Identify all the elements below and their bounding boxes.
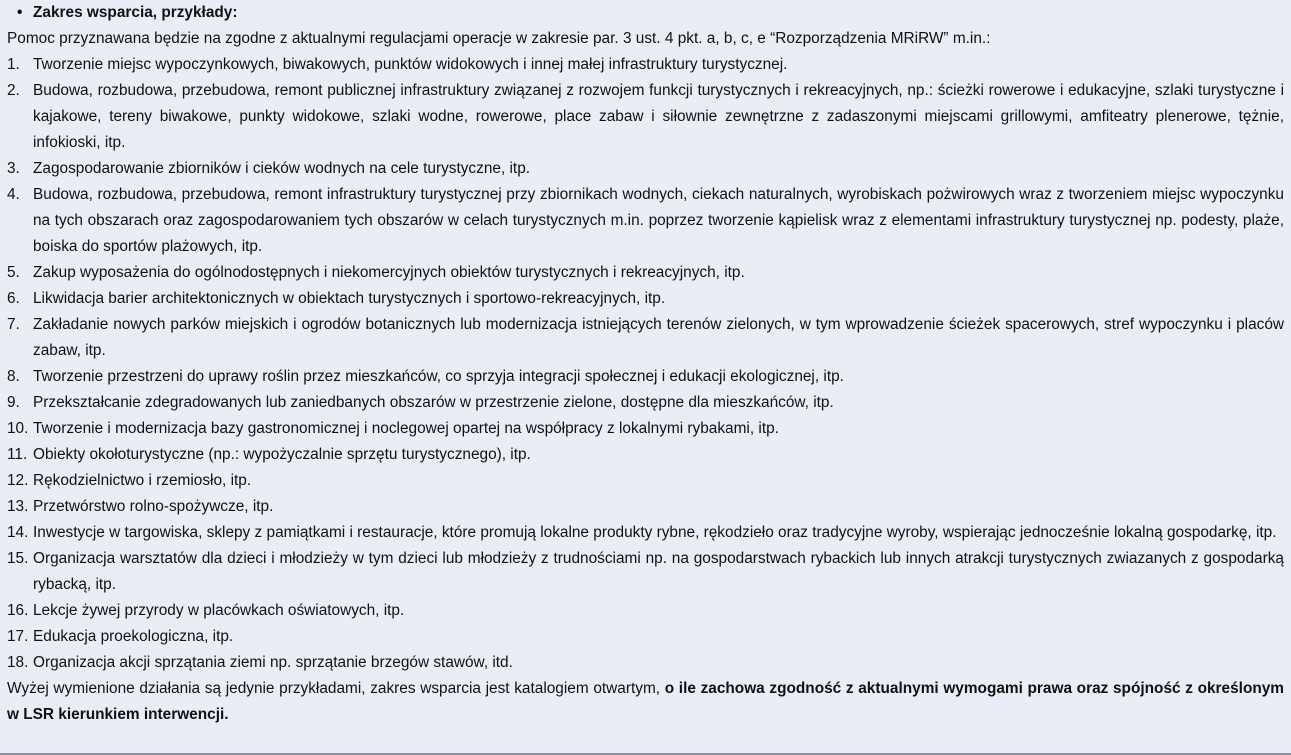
list-item-text: Lekcje żywej przyrody w placówkach oświatowych, itp. [33,602,405,619]
list-item-number: 8. [7,368,20,385]
list-item [7,416,1284,442]
list-item-number: 15. [7,550,29,567]
list-item-text: Tworzenie miejsc wypoczynkowych, biwakowych, punktów widokowych i innej małej infrastruktury turystycznej. [33,56,788,73]
list-item [7,494,1284,520]
list-item [7,546,1284,598]
list-item [7,624,1284,650]
list-item-text: Inwestycje w targowiska, sklepy z pamiątkami i restauracje, które promują lokalne produkty rybne, rękodzieło oraz tradycyjne wyroby, wspierając jednocześnie lokalną gospodarkę, itp. [33,524,1277,541]
list-item-text: Zagospodarowanie zbiorników i cieków wodnych na cele turystyczne, itp. [33,160,531,177]
list-item [7,390,1284,416]
list-item [7,468,1284,494]
list-item-number: 13. [7,498,29,515]
list-item [7,312,1284,364]
list-item [7,364,1284,390]
list-item-number: 11. [7,446,28,463]
list-item-text: Rękodzielnictwo i rzemiosło, itp. [33,472,252,489]
list-item-number: 9. [7,394,20,411]
list-item-number: 7. [7,316,20,333]
list-item [7,182,1284,260]
list-item-number: 2. [7,82,20,99]
list-item-text: Budowa, rozbudowa, przebudowa, remont infrastruktury turystycznej przy zbiornikach wodnych, ciekach naturalnych, wyrobiskach pożwirowych wraz z tworzeniem miejsc wypoczynku na tych obszarach oraz zagospodarowaniem tych obszarów w celach turystycznych m.in. poprzez tworzenie kąpielisk wraz z elementami infrastruktury turystycznej np. podesty, plaże, boiska do sportów plażowych, itp. [33,186,1284,255]
list-item-number: 12. [7,472,29,489]
list-item-text: Tworzenie przestrzeni do uprawy roślin przez mieszkańców, co sprzyja integracji społecznej i edukacji ekologicznej, itp. [33,368,844,385]
list-item-text: Likwidacja barier architektonicznych w obiektach turystycznych i sportowo-rekreacyjnych, itp. [33,290,666,307]
list-item-number: 18. [7,654,29,671]
list-item [7,286,1284,312]
list-item-number: 17. [7,628,29,645]
closing-bold-text: o ile zachowa zgodność z aktualnymi wymogami prawa oraz spójność z określonym w LSR kierunkiem interwencji. [7,680,1284,723]
list-item-number: 4. [7,186,20,203]
list-item-text: Budowa, rozbudowa, przebudowa, remont publicznej infrastruktury związanej z rozwojem funkcji turystycznych i rekreacyjnych, np.: ścieżki rowerowe i edukacyjne, szlaki turystyczne i kajakowe, tereny biwakowe, punkty widokowe, szlaki wodne, rowerowe, place zabaw i siłownie zewnętrzne z zadaszonymi miejscami grillowymi, amfiteatry plenerowe, tężnie, infokioski, itp. [33,82,1284,151]
list-item [7,650,1284,676]
support-examples-list [7,52,1284,676]
intro-paragraph: Pomoc przyznawana będzie na zgodne z aktualnymi regulacjami operacje w zakresie par. 3 ust. 4 pkt. a, b, c, e “Rozporządzenia MRiRW” m.in.: [7,30,991,47]
list-item [7,442,1284,468]
list-item-number: 5. [7,264,20,281]
list-item-number: 3. [7,160,20,177]
section-heading-text: Zakres wsparcia, przykłady: [33,4,238,21]
list-item [7,598,1284,624]
closing-text: Wyżej wymienione działania są jedynie przykładami, zakres wsparcia jest katalogiem otwartym, [7,680,665,697]
list-item-number: 10. [7,420,29,437]
list-item [7,78,1284,156]
list-item [7,52,1284,78]
list-item-text: Organizacja akcji sprzątania ziemi np. sprzątanie brzegów stawów, itd. [33,654,513,671]
list-item-number: 1. [7,56,20,73]
list-item [7,156,1284,182]
list-item [7,520,1284,546]
list-item-text: Tworzenie i modernizacja bazy gastronomicznej i noclegowej opartej na współpracy z lokalnymi rybakami, itp. [33,420,779,437]
list-item-text: Zakup wyposażenia do ogólnodostępnych i niekomercyjnych obiektów turystycznych i rekreacyjnych, itp. [33,264,745,281]
list-item-text: Edukacja proekologiczna, itp. [33,628,234,645]
list-item-text: Przetwórstwo rolno-spożywcze, itp. [33,498,274,515]
list-item-number: 16. [7,602,29,619]
list-item-text: Organizacja warsztatów dla dzieci i młodzieży w tym dzieci lub młodzieży z trudnościami np. na gospodarstwach rybackich lub innych atrakcji turystycznych zwiazanych z gospodarką rybacką, itp. [33,550,1284,593]
list-item-number: 6. [7,290,20,307]
list-item-text: Przekształcanie zdegradowanych lub zaniedbanych obszarów w przestrzenie zielone, dostępne dla mieszkańców, itp. [33,394,834,411]
bullet-icon: • [17,4,23,21]
closing-paragraph [7,676,1284,728]
list-item-number: 14. [7,524,29,541]
list-item [7,260,1284,286]
list-item-text: Obiekty okołoturystyczne (np.: wypożyczalnie sprzętu turystycznego), itp. [33,446,531,463]
list-item-text: Zakładanie nowych parków miejskich i ogrodów botanicznych lub modernizacja istniejących terenów zielonych, w tym wprowadzenie ścieżek spacerowych, stref wypoczynku i placów zabaw, itp. [33,316,1284,359]
section-heading [7,0,1284,26]
